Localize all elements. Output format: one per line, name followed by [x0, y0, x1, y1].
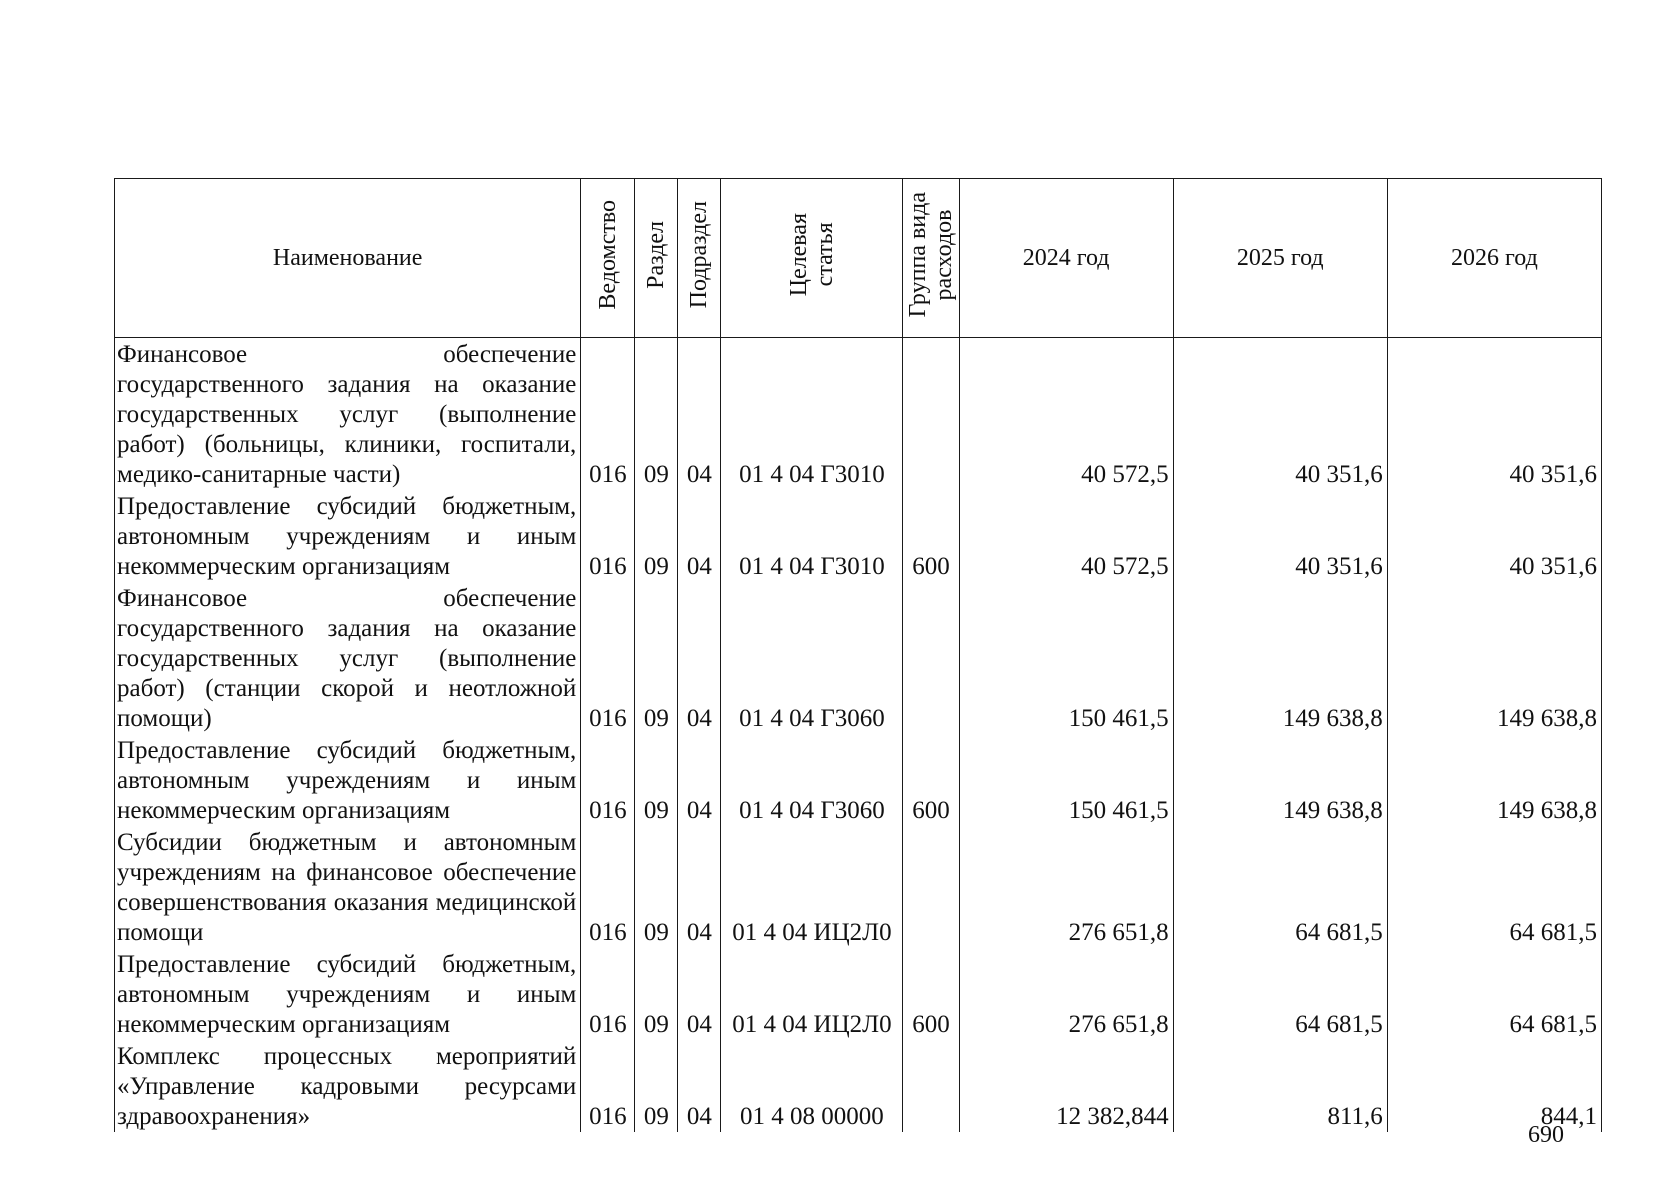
row-celevaya-statya: 01 4 04 Г3010 [721, 338, 903, 491]
row-razdel: 09 [635, 1040, 678, 1132]
table-row [115, 338, 1602, 491]
row-vedomstvo: 016 [581, 948, 635, 1040]
row-name: Предоставление субсидий бюджетным, автономным учреждениям и иным некоммерческим организациям [115, 734, 581, 826]
header-name: Наименование [115, 179, 581, 338]
row-name: Предоставление субсидий бюджетным, автономным учреждениям и иным некоммерческим организациям [115, 948, 581, 1040]
table-header [115, 179, 1602, 338]
row-2025: 149 638,8 [1173, 582, 1387, 734]
header-2026: 2026 год [1387, 179, 1601, 338]
table-row [115, 734, 1602, 826]
row-podrazdel: 04 [678, 338, 721, 491]
row-2024: 150 461,5 [959, 734, 1173, 826]
row-2025: 40 351,6 [1173, 490, 1387, 582]
row-2024: 150 461,5 [959, 582, 1173, 734]
row-2026: 844,1 [1387, 1040, 1601, 1132]
row-vedomstvo: 016 [581, 582, 635, 734]
header-podrazdel: Подраздел [678, 179, 721, 338]
row-vedomstvo: 016 [581, 734, 635, 826]
row-podrazdel: 04 [678, 582, 721, 734]
row-name: Предоставление субсидий бюджетным, автономным учреждениям и иным некоммерческим организациям [115, 490, 581, 582]
row-razdel: 09 [635, 490, 678, 582]
row-celevaya-statya: 01 4 04 Г3010 [721, 490, 903, 582]
row-podrazdel: 04 [678, 826, 721, 948]
table-row [115, 948, 1602, 1040]
row-name: Финансовое обеспечение государственного задания на оказание государственных услуг (выполнение работ) (больницы, клиники, госпитали, медико-санитарные части) [115, 338, 581, 491]
page-number: 690 [1528, 1122, 1564, 1148]
row-podrazdel: 04 [678, 1040, 721, 1132]
row-gruppa [903, 582, 959, 734]
row-razdel: 09 [635, 338, 678, 491]
row-celevaya-statya: 01 4 04 Г3060 [721, 582, 903, 734]
row-2025: 64 681,5 [1173, 826, 1387, 948]
row-celevaya-statya: 01 4 04 ИЦ2Л0 [721, 948, 903, 1040]
table-row [115, 582, 1602, 734]
row-celevaya-statya: 01 4 04 ИЦ2Л0 [721, 826, 903, 948]
row-2024: 276 651,8 [959, 948, 1173, 1040]
header-celevaya-statya: Целевая статья [721, 179, 903, 338]
row-2024: 40 572,5 [959, 338, 1173, 491]
table-row [115, 490, 1602, 582]
table-body [115, 338, 1602, 1133]
row-2026: 40 351,6 [1387, 490, 1601, 582]
row-2026: 149 638,8 [1387, 582, 1601, 734]
row-gruppa [903, 338, 959, 491]
row-2026: 40 351,6 [1387, 338, 1601, 491]
row-2026: 64 681,5 [1387, 826, 1601, 948]
table-row [115, 1040, 1602, 1132]
row-2025: 40 351,6 [1173, 338, 1387, 491]
row-gruppa: 600 [903, 734, 959, 826]
row-2025: 811,6 [1173, 1040, 1387, 1132]
table-row [115, 826, 1602, 948]
row-razdel: 09 [635, 734, 678, 826]
header-2024: 2024 год [959, 179, 1173, 338]
row-vedomstvo: 016 [581, 490, 635, 582]
row-name: Комплекс процессных мероприятий «Управление кадровыми ресурсами здравоохранения» [115, 1040, 581, 1132]
row-podrazdel: 04 [678, 948, 721, 1040]
row-gruppa [903, 1040, 959, 1132]
row-name: Субсидии бюджетным и автономным учреждениям на финансовое обеспечение совершенствования оказания медицинской помощи [115, 826, 581, 948]
row-2026: 149 638,8 [1387, 734, 1601, 826]
row-gruppa: 600 [903, 490, 959, 582]
row-gruppa: 600 [903, 948, 959, 1040]
row-2026: 64 681,5 [1387, 948, 1601, 1040]
row-vedomstvo: 016 [581, 1040, 635, 1132]
row-2024: 276 651,8 [959, 826, 1173, 948]
row-vedomstvo: 016 [581, 826, 635, 948]
row-2024: 12 382,844 [959, 1040, 1173, 1132]
row-name: Финансовое обеспечение государственного задания на оказание государственных услуг (выполнение работ) (станции скорой и неотложной помощи) [115, 582, 581, 734]
row-razdel: 09 [635, 948, 678, 1040]
header-2025: 2025 год [1173, 179, 1387, 338]
row-celevaya-statya: 01 4 04 Г3060 [721, 734, 903, 826]
row-gruppa [903, 826, 959, 948]
row-podrazdel: 04 [678, 734, 721, 826]
row-razdel: 09 [635, 826, 678, 948]
budget-table [114, 178, 1602, 1132]
row-celevaya-statya: 01 4 08 00000 [721, 1040, 903, 1132]
header-vedomstvo: Ведомство [581, 179, 635, 338]
budget-table-sheet [114, 178, 1602, 1132]
row-podrazdel: 04 [678, 490, 721, 582]
row-vedomstvo: 016 [581, 338, 635, 491]
row-2025: 149 638,8 [1173, 734, 1387, 826]
row-razdel: 09 [635, 582, 678, 734]
row-2024: 40 572,5 [959, 490, 1173, 582]
header-razdel: Раздел [635, 179, 678, 338]
header-gruppa-vida-rashodov: Группа вида расходов [903, 179, 959, 338]
row-2025: 64 681,5 [1173, 948, 1387, 1040]
